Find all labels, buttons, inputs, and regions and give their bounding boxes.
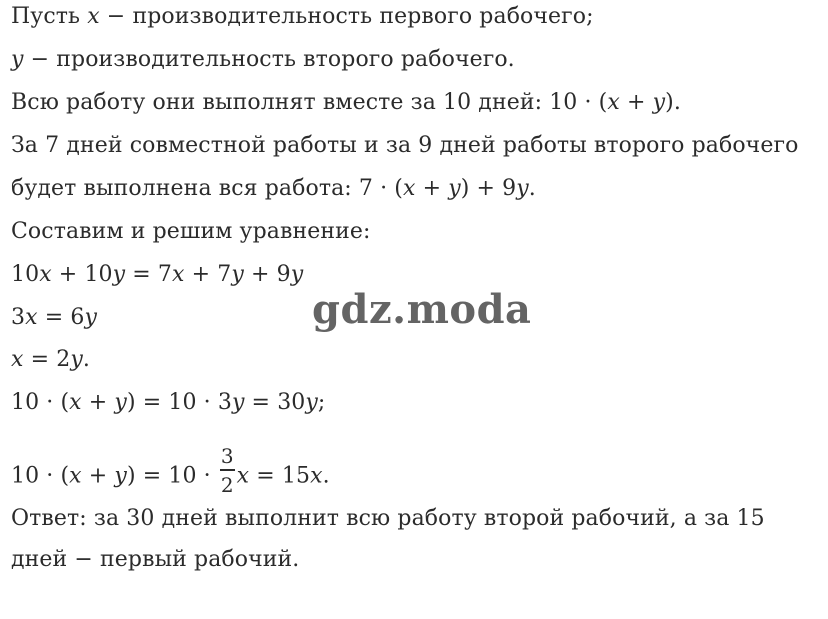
text-line-2 [11,49,515,71]
variable-x: x [39,262,52,287]
equation-line-4 [11,392,325,414]
math-fragment: . [322,463,330,489]
answer-line-1 [11,508,765,530]
math-fragment: ; [317,390,326,415]
variable-y: y [231,262,244,287]
variable-x: x [607,90,620,115]
text-fragment: будет выполнена вся работа: [11,176,359,201]
fraction-numerator: 3 [220,444,234,468]
variable-x: x [402,176,416,201]
text-fragment: Всю работу они выполнят вместе за 10 дней: [11,90,550,115]
variable-x: x [69,390,82,415]
math-fragment: 10 · ( [11,390,70,415]
variable-y: y [70,347,83,372]
math-fragment: . [528,176,536,201]
math-fragment: 10 · ( [11,463,70,489]
text-line-5 [11,178,536,200]
math-fragment: + 9 [243,262,291,287]
equation-line-3 [11,349,90,371]
math-fragment: ) + 9 [460,176,517,201]
variable-x: x [236,463,250,489]
math-fragment: 10 · ( [549,90,608,115]
math-fragment: + 7 [184,262,232,287]
variable-y: y [114,390,127,415]
variable-x: x [25,305,38,330]
text-fragment: Составим и решим уравнение: [11,219,371,244]
fraction-bar [220,469,235,471]
variable-y: y [114,463,127,489]
math-fragment: = 2 [23,347,71,372]
variable-y: y [11,47,24,72]
variable-y: y [305,390,318,415]
math-fragment: ) = 10 · 3 [126,390,232,415]
equation-line-1 [11,264,303,286]
fraction-denominator: 2 [220,472,234,497]
variable-x: x [310,463,323,489]
variable-x: x [87,4,100,29]
fraction [220,446,235,495]
text-fragment: дней − первый рабочий. [11,547,300,572]
text-line-1 [11,6,594,28]
math-fragment: 10 [11,262,40,287]
variable-y: y [84,305,97,330]
answer-line-2 [11,549,299,571]
variable-y: y [448,176,461,201]
variable-y: y [290,262,304,287]
text-fragment: За 7 дней совместной работы и за 9 дней работы второго рабочего [11,133,799,158]
math-fragment: ) = 10 · [126,463,218,489]
equation-line-5 [11,444,330,501]
variable-y: y [112,262,126,287]
math-fragment: + [415,176,449,201]
math-fragment: 7 · ( [358,176,403,201]
math-fragment: = 6 [37,305,85,330]
text-fragment: Пусть [11,4,88,29]
math-fragment: = 30 [244,390,306,415]
math-fragment: + [81,390,115,415]
variable-y: y [652,90,666,115]
variable-x: x [11,347,24,372]
text-line-3 [11,92,681,114]
variable-x: x [69,463,82,489]
text-line-6 [11,221,371,243]
equation-line-2 [11,307,97,329]
math-fragment: ). [665,90,681,115]
math-fragment: + [81,463,115,489]
math-fragment: 3 [11,305,26,330]
text-line-4 [11,135,798,157]
variable-x: x [172,262,185,287]
text-fragment: Ответ: за 30 дней выполнит всю работу второй рабочий, а за 15 [11,506,765,531]
math-fragment: + [619,90,653,115]
watermark-logo: gdz.moda [312,286,532,333]
text-fragment: − производительность первого рабочего; [99,4,594,29]
math-fragment: . [82,347,90,372]
variable-y: y [231,390,245,415]
math-fragment: + 10 [51,262,113,287]
text-fragment: − производительность второго рабочего. [23,47,515,72]
math-fragment: = 15 [249,463,311,489]
math-fragment: = 7 [125,262,172,287]
variable-y: y [516,176,529,201]
